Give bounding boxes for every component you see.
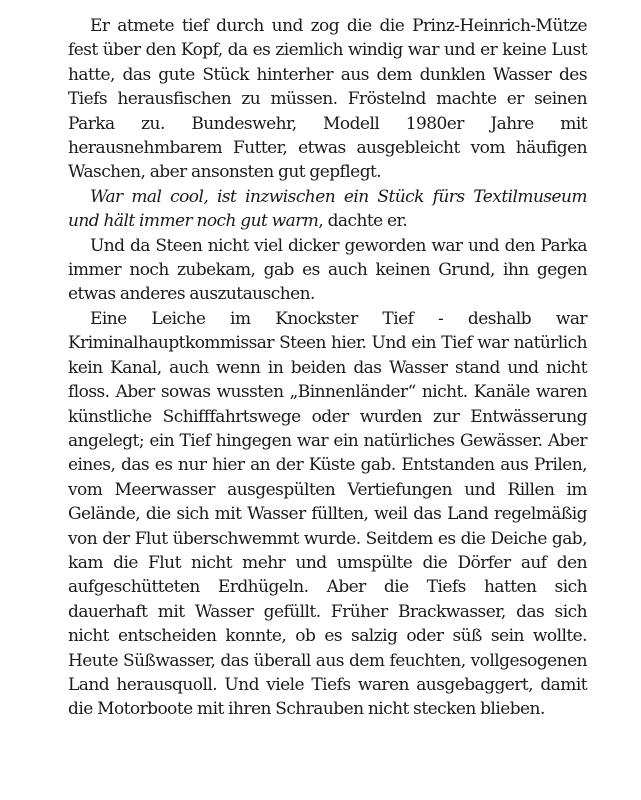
paragraph-1-text: Er atmete tief durch und zog die die Prinz-Heinrich-Mütze fest über den Kopf, da es ziemlich windig war und er keine Lust hatte, das gute Stück hinterher aus dem dunklen Wasser des Tiefs herausfischen zu müssen. Fröstelnd machte er seinen Parka zu. Bundeswehr, Modell 1980er Jahre mit herausnehmbarem Futter, etwas ausgebleicht vom häufigen Waschen, aber ansonsten gut gepflegt. bbox=[68, 16, 587, 183]
paragraph-2-italic-thought: War mal cool, ist inzwischen ein Stück fürs Textilmuseum und hält immer noch gut warm bbox=[68, 186, 587, 232]
paragraph-1 bbox=[68, 14, 587, 185]
paragraph-3 bbox=[68, 234, 587, 307]
paragraph-4-text: Eine Leiche im Knockster Tief - deshalb war Kriminalhauptkommissar Steen hier. Und ein Tief war natürlich kein Kanal, auch wenn in beiden das Wasser stand und nicht floss. Aber sowas wussten „Binnenländer“ nicht. Kanäle waren künstliche Schifffahrtswege oder wurden zur Entwässerung angelegt; ein Tief hingegen war ein natürliches Gewässer. Aber eines, das es nur hier an der Küste gab. Entstanden aus Prilen, vom Meerwasser ausgespülten Vertiefungen und Rillen im Gelände, die sich mit Wasser füllten, weil das Land regelmäßig von der Flut überschwemmt wurde. Seitdem es die Deiche gab, kam die Flut nicht mehr und umspülte die Dörfer auf den aufgeschütteten Erdhügeln. Aber die Tiefs hatten sich dauerhaft mit Wasser gefüllt. Früher Brackwasser, das sich nicht entscheiden konnte, ob es salzig oder süß sein wollte. Heute Süßwasser, das überall aus dem feuchten, vollgesogenen Land herausquoll. Und viele Tiefs waren ausgebaggert, damit die Motorboote mit ihren Schrauben nicht stecken blieben. bbox=[68, 308, 587, 720]
paragraph-2 bbox=[68, 185, 587, 234]
paragraph-3-text: Und da Steen nicht viel dicker geworden war und den Parka immer noch zubekam, gab es auch keinen Grund, ihn gegen etwas anderes auszutauschen. bbox=[68, 235, 587, 305]
paragraph-2-text: , dachte er. bbox=[318, 211, 408, 232]
paragraph-4 bbox=[68, 307, 587, 722]
